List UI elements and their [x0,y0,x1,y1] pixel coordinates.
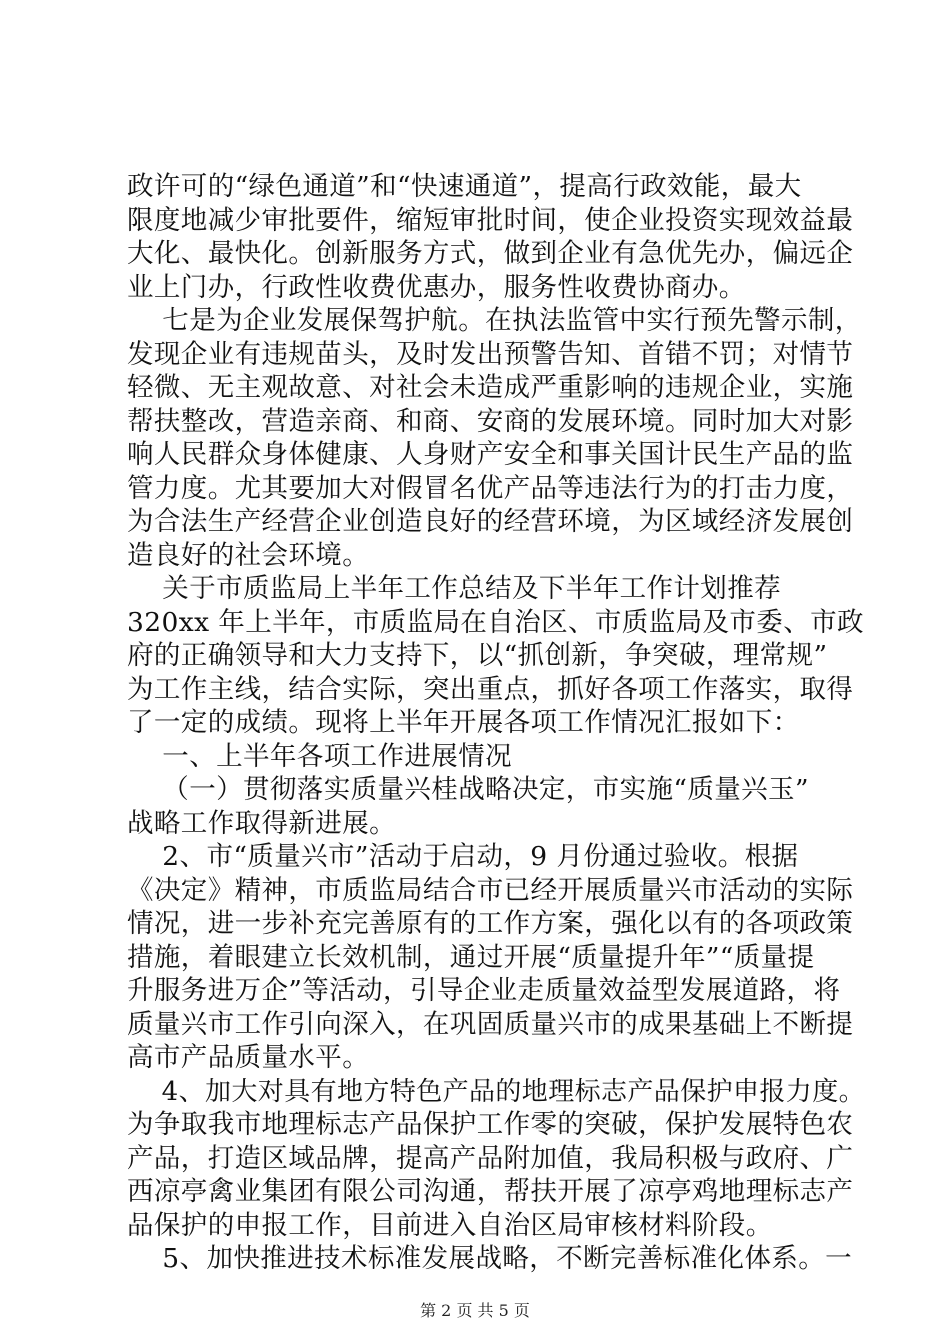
text-line: 限度地减少审批要件，缩短审批时间，使企业投资实现效益最 [127,204,854,236]
text-line: 业上门办，行政性收费优惠办，服务性收费协商办。 [127,271,746,303]
text-line: 升服务进万企”等活动，引导企业走质量效益型发展道路，将 [127,975,841,1006]
text-line: 为合法生产经营企业创造良好的经营环境，为区域经济发展创 [127,506,854,537]
text-line: 政许可的“绿色通道”和“快速通道”，提高行政效能，最大 [127,171,802,202]
text-line: 帮扶整改，营造亲商、和商、安商的发展环境。同时加大对影 [127,405,854,437]
text-line: 了一定的成绩。现将上半年开展各项工作情况汇报如下： [127,707,800,738]
text-line: 产品，打造区域品牌，提高产品附加值，我局积极与政府、广 [127,1142,854,1174]
text-line: 《决定》精神，市质监局结合市已经开展质量兴市活动的实际 [127,874,854,906]
section-heading: 一、上半年各项工作进展情况 [127,740,512,772]
text-line: 措施，着眼建立长效机制，通过开展“质量提升年”“质量提 [127,941,815,973]
text-line: 府的正确领导和大力支持下，以“抓创新，争突破，理常规” [127,640,828,671]
text-line: 4、加大对具有地方特色产品的地理标志产品保护申报力度。 [127,1076,866,1107]
text-line: 320xx 年上半年，市质监局在自治区、市质监局及市委、市政 [127,606,864,638]
text-line: （一）贯彻落实质量兴桂战略决定，市实施“质量兴玉” [127,774,809,805]
text-line: 5、加快推进技术标准发展战略，不断完善标准化体系。一 [127,1243,853,1274]
text-line: 大化、最快化。创新服务方式，做到企业有急优先办，偏远企 [127,238,854,269]
text-line: 关于市质监局上半年工作总结及下半年工作计划推荐 [127,573,781,604]
text-line: 品保护的申报工作，目前进入自治区局审核材料阶段。 [127,1209,773,1241]
text-line: 造良好的社会环境。 [127,539,370,571]
text-line: 西凉亭禽业集团有限公司沟通，帮扶开展了凉亭鸡地理标志产 [127,1176,854,1207]
page-footer: 第 2 页 共 5 页 [420,1301,530,1320]
text-line: 发现企业有违规苗头，及时发出预警告知、首错不罚；对情节 [127,338,854,370]
text-line: 轻微、无主观故意、对社会未造成严重影响的违规企业，实施 [127,372,854,403]
text-line: 管力度。尤其要加大对假冒名优产品等违法行为的打击力度， [127,472,854,504]
text-line: 七是为企业发展保驾护航。在执法监管中实行预先警示制， [127,305,862,336]
text-line: 响人民群众身体健康、人身财产安全和事关国计民生产品的监 [127,439,854,470]
text-line: 为工作主线，结合实际，突出重点，抓好各项工作落实，取得 [127,673,854,705]
text-line: 质量兴市工作引向深入，在巩固质量兴市的成果基础上不断提 [127,1008,854,1040]
text-line: 情况，进一步补充完善原有的工作方案，强化以有的各项政策 [127,908,854,939]
text-line: 2、市“质量兴市”活动于启动，9 月份通过验收。根据 [127,841,799,872]
text-line: 战略工作取得新进展。 [127,807,396,839]
text-line: 为争取我市地理标志产品保护工作零的突破，保护发展特色农 [127,1109,854,1140]
text-line: 高市产品质量水平。 [127,1042,370,1073]
